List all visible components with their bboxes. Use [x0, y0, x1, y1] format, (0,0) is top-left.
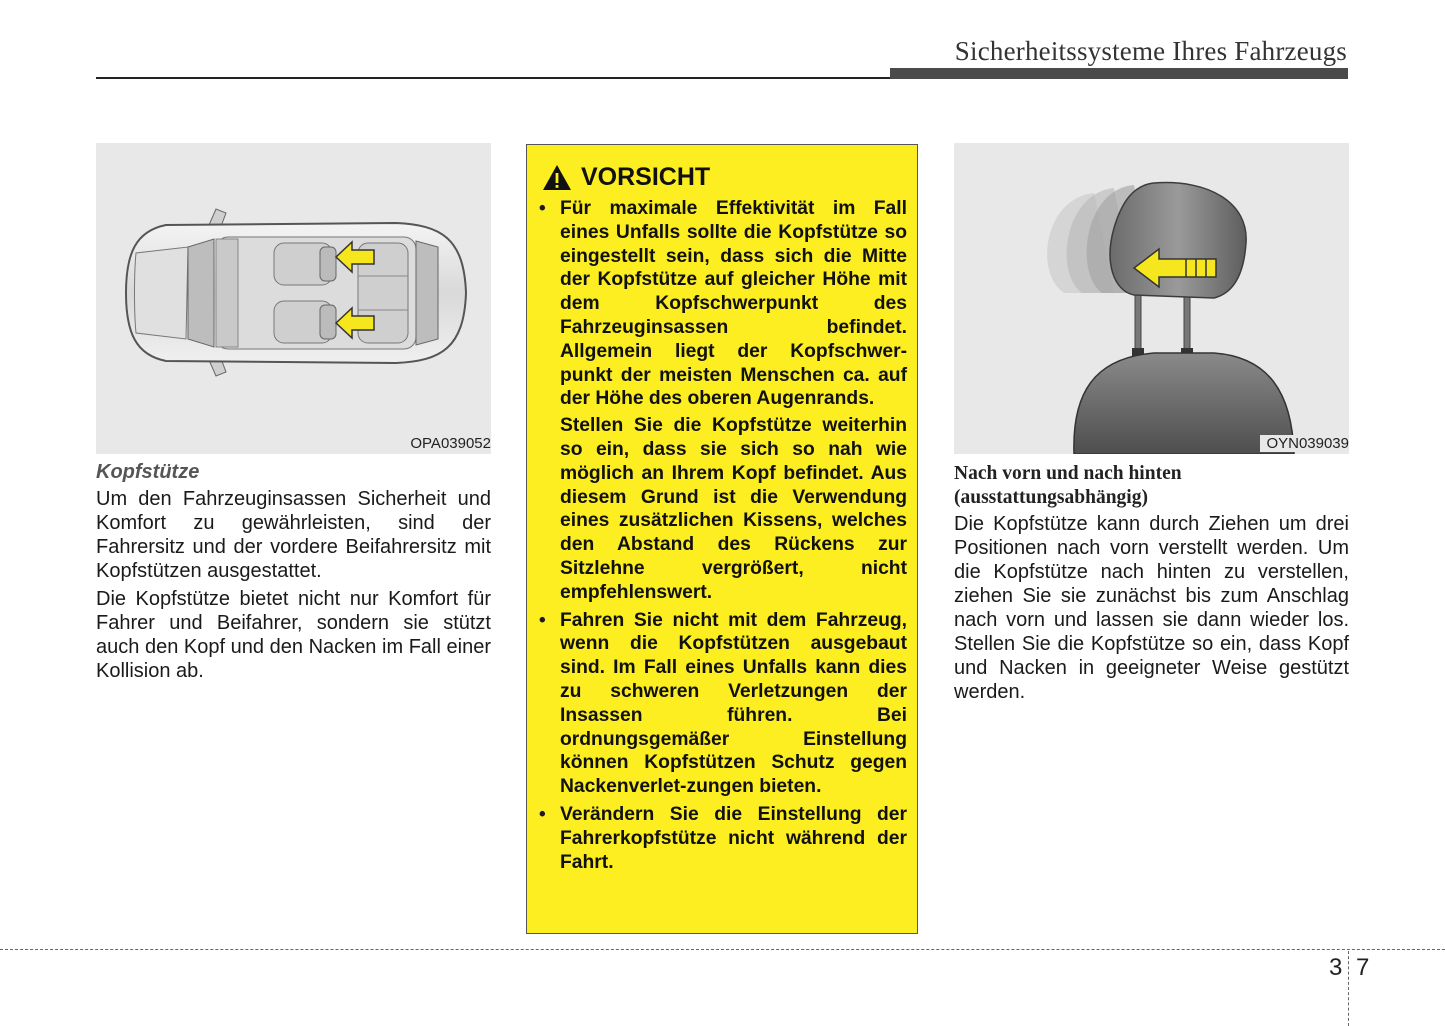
figure-code: OYN039039 — [1260, 435, 1349, 452]
car-top-view-icon — [96, 143, 491, 454]
caution-item — [537, 609, 907, 799]
footer-rule — [0, 949, 1445, 950]
caution-box — [526, 144, 918, 934]
paragraph: Die Kopfstütze kann durch Ziehen um drei Positionen nach vorn verstellt werden. Um die Kopfstütze nach hinten zu verstellen, ziehen Sie sie zunächst bis zum Anschlag nach vorn und lassen sie dann wieder los. Stellen Sie die Kopfstütze so ein, dass Kopf und Nacken in geeigneter Weise gestützt werden. — [954, 513, 1349, 703]
right-column — [954, 462, 1349, 708]
header-rule-accent — [890, 68, 1348, 79]
caution-paragraph: Fahren Sie nicht mit dem Fahrzeug, wenn die Kopfstützen ausgebaut sind. Im Fall eines Unfalls kann dies zu schweren Verletzungen der Insassen führen. Bei ordnungsgemäßer Einstellung können Kopfstützen Schutz gegen Nackenverlet-zungen bieten. — [560, 609, 907, 798]
page-number: 7 — [1356, 954, 1370, 981]
caution-heading — [542, 163, 710, 192]
car-seats-figure — [96, 143, 491, 454]
left-column — [96, 461, 491, 687]
bullet: • — [539, 803, 546, 825]
chapter-title: Sicherheitssysteme Ihres Fahrzeugs — [954, 36, 1347, 66]
paragraph: Um den Fahrzeuginsassen Sicherheit und Komfort zu gewährleisten, sind der Fahrersitz und der vordere Beifahrersitz mit Kopfstützen ausgestattet. — [96, 488, 491, 582]
bullet: • — [539, 609, 546, 631]
section-title: Nach vorn und nach hinten (ausstattungsabhängig) — [954, 463, 1182, 508]
headrest-figure — [954, 143, 1349, 454]
caution-heading-text: VORSICHT — [581, 163, 711, 191]
caution-list — [537, 197, 907, 878]
caution-paragraph: Stellen Sie die Kopfstütze weiterhin so ein, dass sie sich so nah wie möglich an Ihrem Kopf befindet. Aus diesem Grund ist die Verwendung eines zusätzlichen Kissens, welches den Abstand des Rückens zur Sitzlehne vergrößert, nicht empfehlenswert. — [560, 415, 907, 603]
chapter-number: 3 — [1329, 954, 1343, 981]
section-title: Kopfstütze — [96, 461, 200, 483]
caution-item — [537, 803, 907, 874]
header-rule — [96, 77, 896, 79]
headrest-icon — [954, 143, 1349, 454]
caution-item — [537, 197, 907, 605]
page-number-divider — [1348, 951, 1349, 1026]
figure-code: OPA039052 — [404, 435, 491, 452]
caution-paragraph: Für maximale Effektivität im Fall eines Unfalls sollte die Kopfstütze so eingestellt sein, dass sich die Mitte der Kopfstütze auf gleicher Höhe mit dem Kopfschwerpunkt des Fahrzeuginsassen befindet. Allgemein liegt der Kopfschwer-punkt der meisten Menschen ca. auf der Höhe des oberen Augenrands. — [560, 198, 907, 410]
warning-triangle-icon — [542, 164, 572, 191]
caution-paragraph: Verändern Sie die Einstellung der Fahrerkopfstütze nicht während der Fahrt. — [560, 803, 907, 873]
bullet: • — [539, 198, 546, 219]
paragraph: Die Kopfstütze bietet nicht nur Komfort für Fahrer und Beifahrer, sondern sie stützt auch den Kopf und den Nacken im Fall einer Kollision ab. — [96, 588, 491, 682]
